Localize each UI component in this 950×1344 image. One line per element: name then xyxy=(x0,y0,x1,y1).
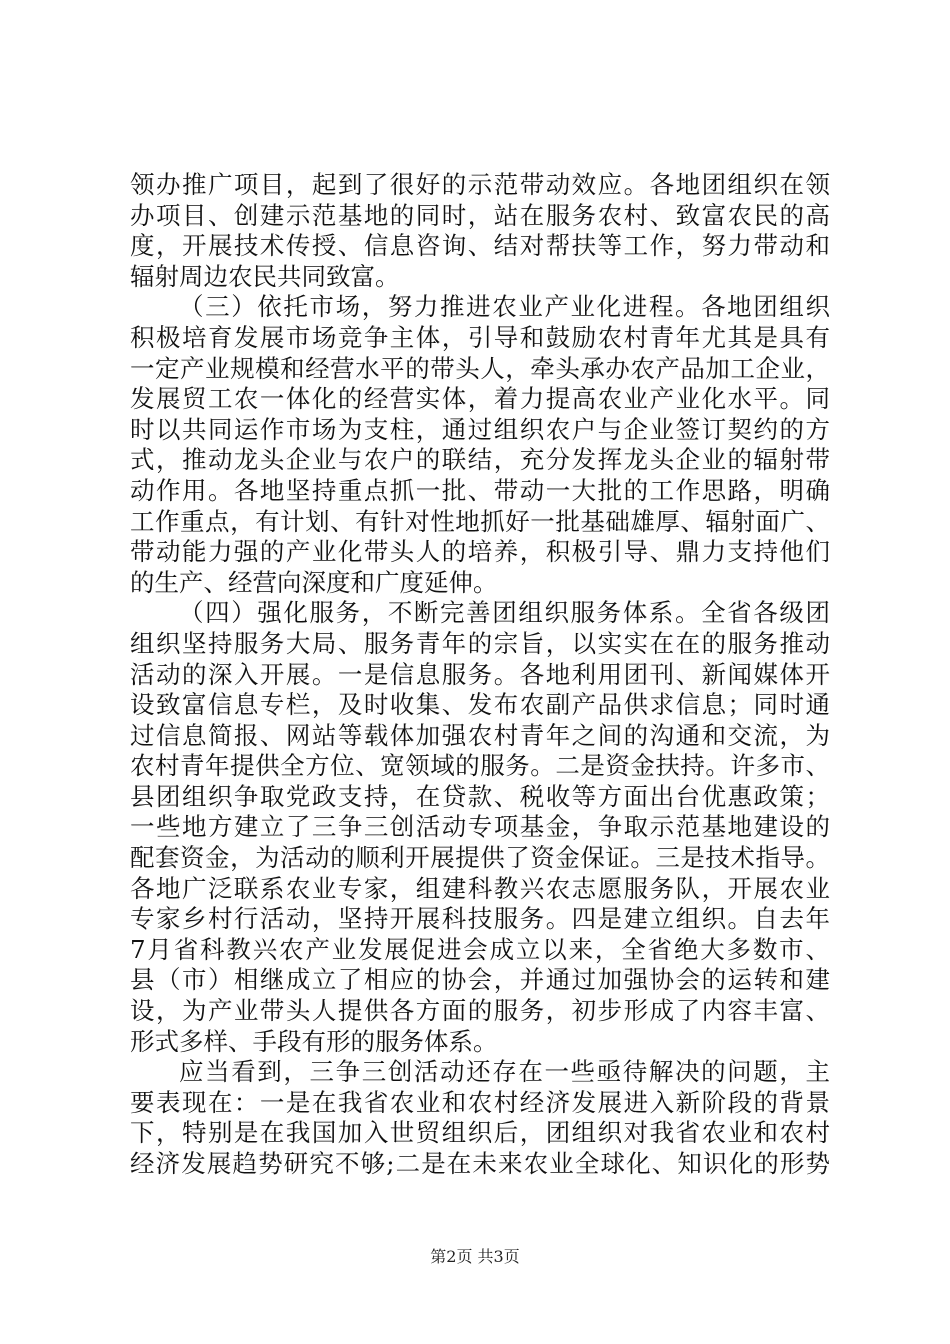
text-line: 各地广泛联系农业专家，组建科教兴农志愿服务队，开展农业 xyxy=(130,873,830,903)
text-line: 动作用。各地坚持重点抓一批、带动一大批的工作思路，明确 xyxy=(130,475,830,505)
text-line: 发展贸工农一体化的经营实体，着力提高农业产业化水平。同 xyxy=(130,384,830,414)
text-line: 办项目、创建示范基地的同时，站在服务农村、致富农民的高 xyxy=(130,200,830,230)
text-line: 度，开展技术传授、信息咨询、结对帮扶等工作，努力带动和 xyxy=(130,231,830,261)
text-line: 经济发展趋势研究不够;二是在未来农业全球化、知识化的形势 xyxy=(130,1149,830,1178)
text-line: 7月省科教兴农产业发展促进会成立以来，全省绝大多数市、 xyxy=(130,934,830,964)
text-line: 组织坚持服务大局、服务青年的宗旨，以实实在在的服务推动 xyxy=(130,628,830,658)
text-line: 带动能力强的产业化带头人的培养，积极引导、鼎力支持他们 xyxy=(130,537,830,567)
text-line: 县（市）相继成立了相应的协会，并通过加强协会的运转和建 xyxy=(130,965,830,995)
text-line: （三）依托市场，努力推进农业产业化进程。各地团组织 xyxy=(179,292,830,322)
text-line: 一些地方建立了三争三创活动专项基金，争取示范基地建设的 xyxy=(130,812,830,842)
text-line: 活动的深入开展。一是信息服务。各地利用团刊、新闻媒体开 xyxy=(130,659,830,689)
text-line: 领办推广项目，起到了很好的示范带动效应。各地团组织在领 xyxy=(130,170,830,199)
body-text xyxy=(130,170,830,1180)
text-line: 一定产业规模和经营水平的带头人，牵头承办农产品加工企业， xyxy=(130,353,830,383)
text-line: 设致富信息专栏，及时收集、发布农副产品供求信息；同时通 xyxy=(130,690,830,720)
text-line: 辐射周边农民共同致富。 xyxy=(130,261,400,291)
text-line: 配套资金，为活动的顺利开展提供了资金保证。三是技术指导。 xyxy=(130,843,830,873)
text-line: 设，为产业带头人提供各方面的服务，初步形成了内容丰富、 xyxy=(130,996,830,1026)
text-line: 专家乡村行活动，坚持开展科技服务。四是建立组织。自去年 xyxy=(130,904,830,934)
text-line: （四）强化服务，不断完善团组织服务体系。全省各级团 xyxy=(179,598,830,628)
text-line: 县团组织争取党政支持，在贷款、税收等方面出台优惠政策； xyxy=(130,781,830,811)
text-line: 积极培育发展市场竞争主体，引导和鼓励农村青年尤其是具有 xyxy=(130,322,830,352)
text-line: 下，特别是在我国加入世贸组织后，团组织对我省农业和农村 xyxy=(130,1118,830,1148)
text-line: 农村青年提供全方位、宽领域的服务。二是资金扶持。许多市、 xyxy=(130,751,830,781)
text-line: 的生产、经营向深度和广度延伸。 xyxy=(130,567,498,597)
text-line: 式，推动龙头企业与农户的联结，充分发挥龙头企业的辐射带 xyxy=(130,445,830,475)
text-line: 时以共同运作市场为支柱，通过组织农户与企业签订契约的方 xyxy=(130,414,830,444)
text-line: 过信息简报、网站等载体加强农村青年之间的沟通和交流，为 xyxy=(130,720,830,750)
text-line: 要表现在：一是在我省农业和农村经济发展进入新阶段的背景 xyxy=(130,1087,830,1117)
text-line: 形式多样、手段有形的服务体系。 xyxy=(130,1026,498,1056)
page-footer: 第2页 共3页 xyxy=(430,1247,520,1266)
text-line: 工作重点，有计划、有针对性地抓好一批基础雄厚、辐射面广、 xyxy=(130,506,830,536)
text-line: 应当看到，三争三创活动还存在一些亟待解决的问题，主 xyxy=(179,1057,830,1087)
